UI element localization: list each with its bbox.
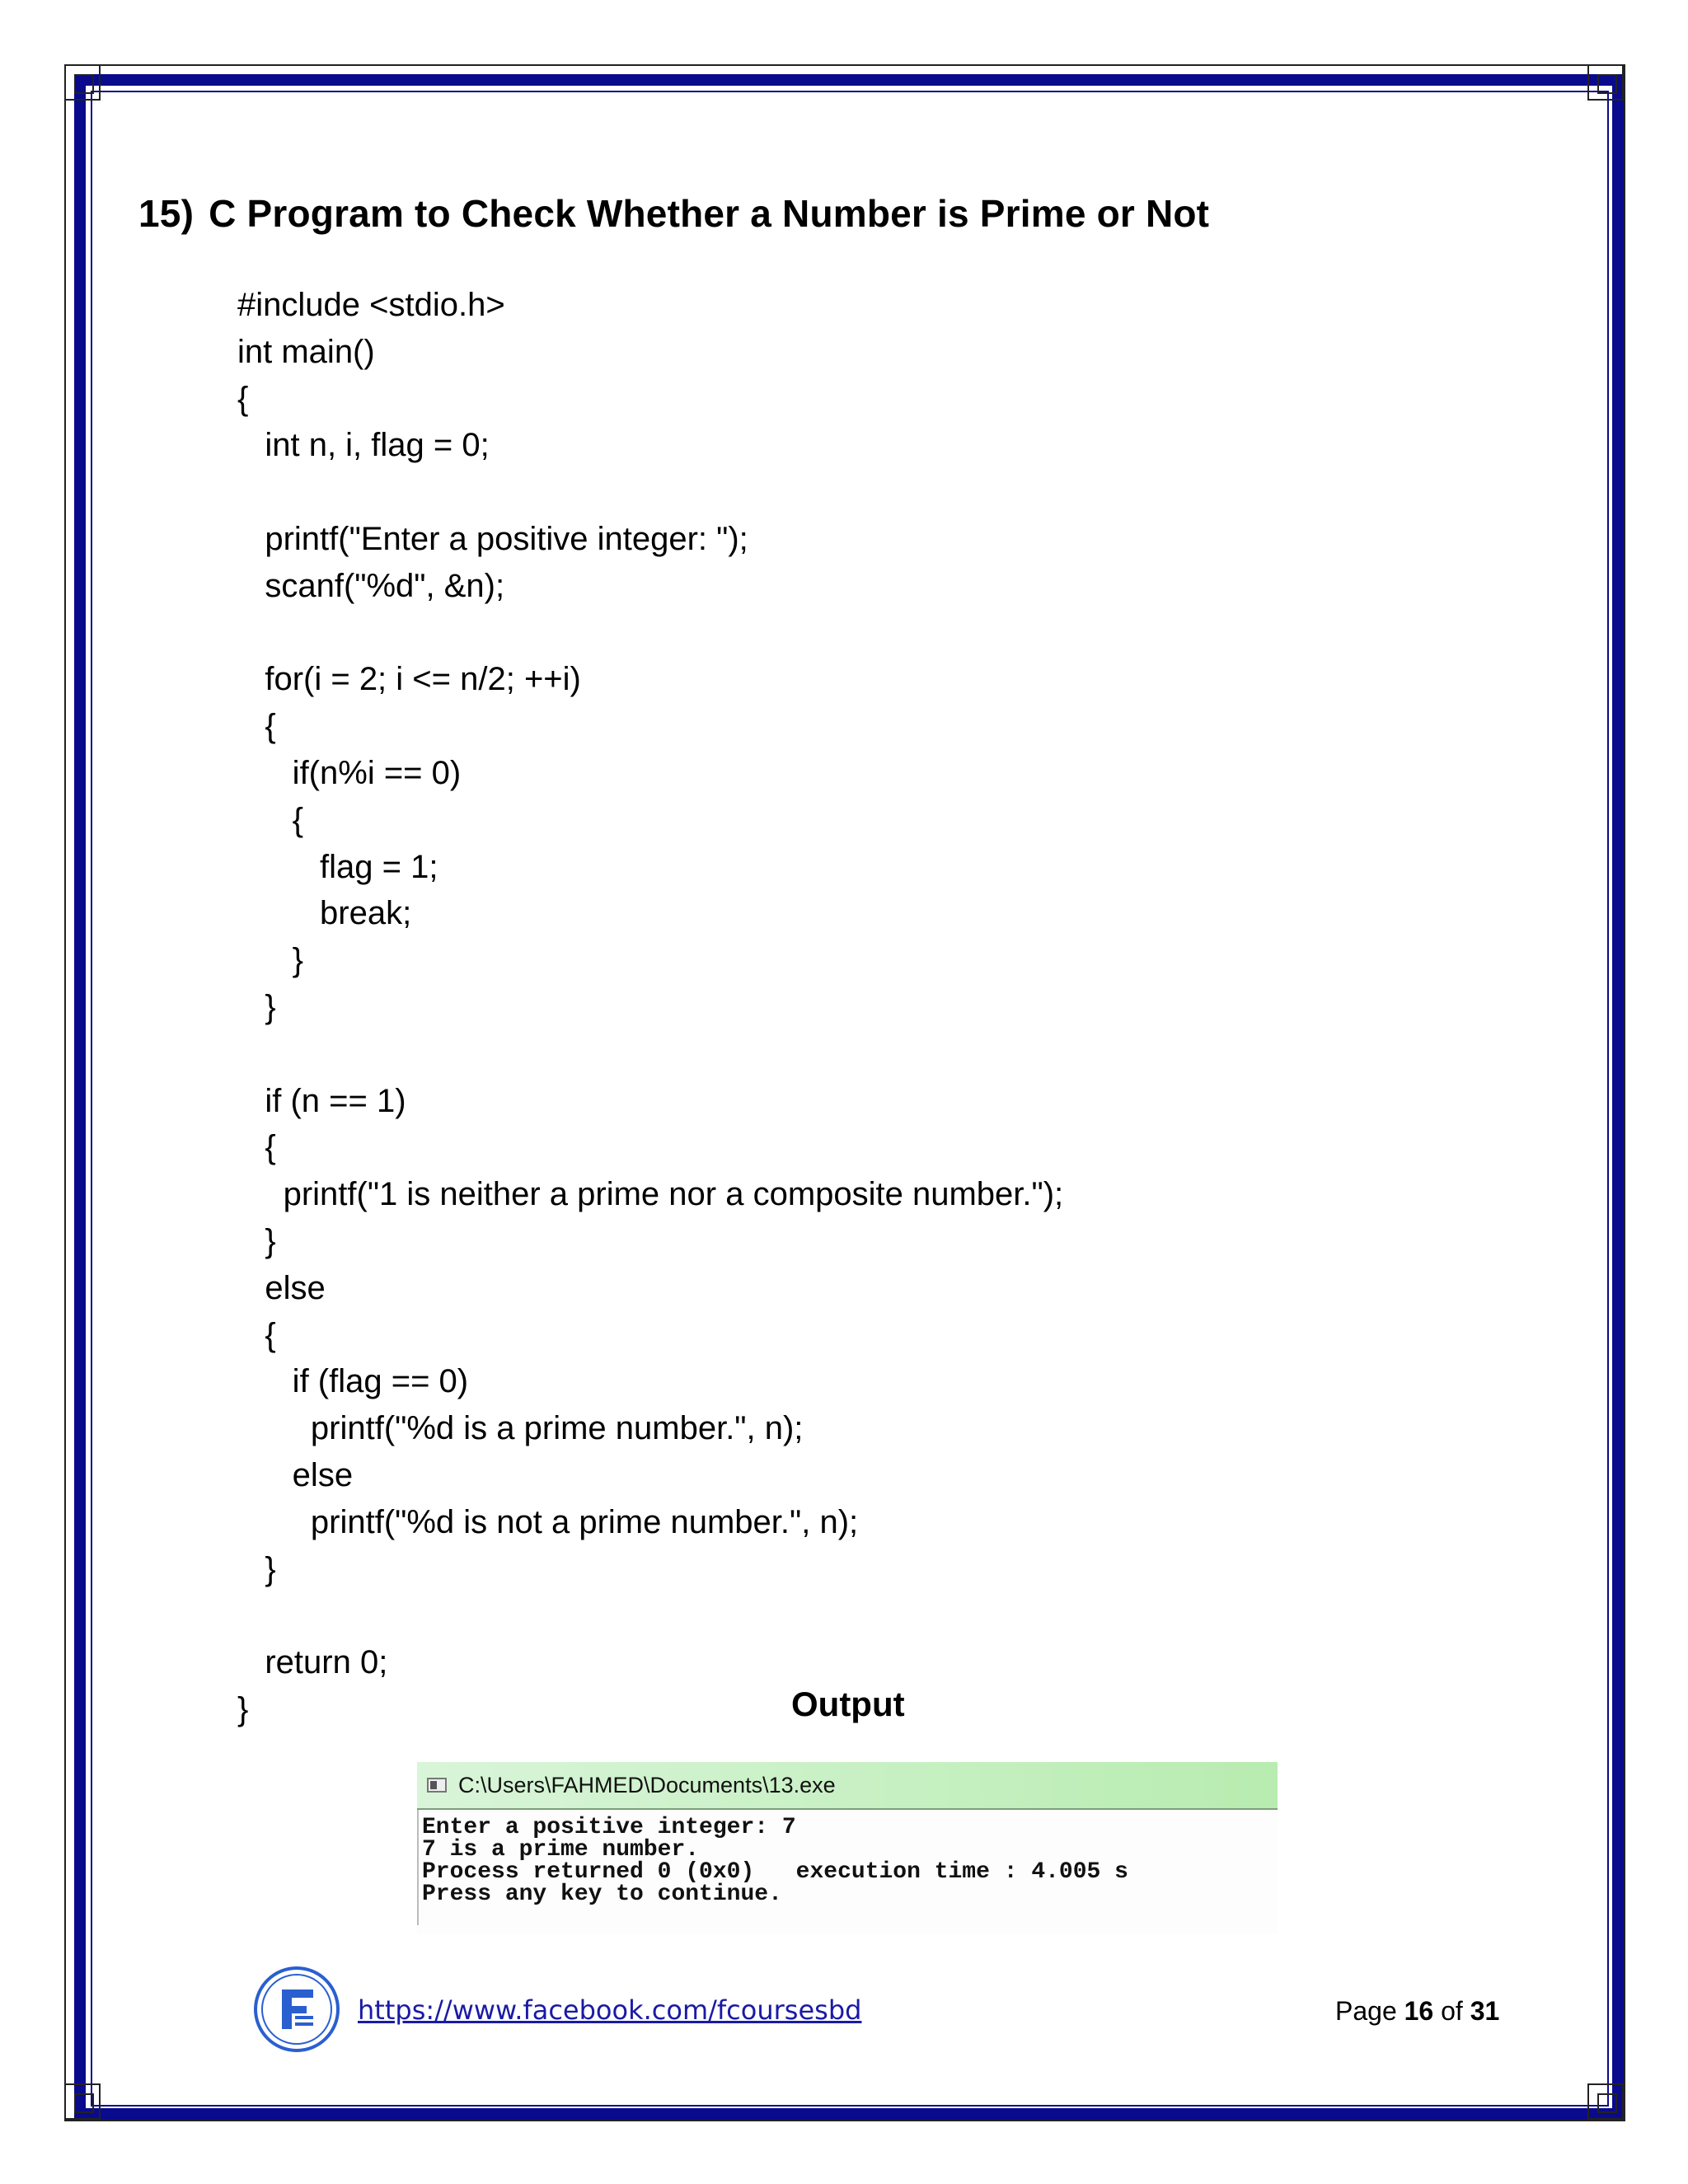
section-number: 15) xyxy=(138,192,195,235)
page-label: Page xyxy=(1335,1996,1397,2026)
frame-corner-ornament xyxy=(1587,64,1624,101)
code-line: { xyxy=(237,708,276,745)
code-line: } xyxy=(237,1690,249,1727)
frame-corner-ornament xyxy=(1587,2083,1624,2120)
code-line: { xyxy=(237,1316,276,1353)
code-line: if (flag == 0) xyxy=(237,1363,469,1400)
console-output xyxy=(417,1810,1278,1925)
code-line: break; xyxy=(237,895,412,932)
page-number xyxy=(1335,1996,1499,2027)
code-line: if (n == 1) xyxy=(237,1082,406,1119)
code-line: if(n%i == 0) xyxy=(237,754,462,791)
console-line: 7 is a prime number. xyxy=(422,1837,700,1863)
code-line: return 0; xyxy=(237,1644,388,1681)
console-line: Press any key to continue. xyxy=(422,1882,782,1907)
code-line: } xyxy=(237,988,276,1025)
fcourses-logo-icon xyxy=(252,1965,341,2054)
frame-corner-ornament xyxy=(64,64,101,101)
code-line xyxy=(237,1031,1063,1078)
code-line: printf("%d is a prime number.", n); xyxy=(237,1410,804,1447)
code-line: int main() xyxy=(237,333,375,370)
console-line: Enter a positive integer: 7 xyxy=(422,1815,796,1840)
frame-corner-ornament xyxy=(64,2083,101,2120)
page-of: of xyxy=(1441,1996,1463,2026)
code-line: { xyxy=(237,1129,276,1166)
section-title xyxy=(138,191,1209,236)
code-line: printf("%d is not a prime number.", n); xyxy=(237,1503,859,1540)
code-line xyxy=(237,610,1063,657)
facebook-link[interactable]: https://www.facebook.com/fcoursesbd xyxy=(358,1994,862,2026)
page-total: 31 xyxy=(1470,1996,1500,2026)
code-listing xyxy=(237,282,1063,1733)
output-heading: Output xyxy=(791,1685,905,1723)
code-line: #include <stdio.h> xyxy=(237,287,505,323)
code-line: } xyxy=(237,1222,276,1259)
code-line: } xyxy=(237,1550,276,1587)
code-line: for(i = 2; i <= n/2; ++i) xyxy=(237,661,581,698)
console-window xyxy=(417,1762,1278,1933)
code-line: else xyxy=(237,1456,354,1493)
code-line xyxy=(237,469,1063,516)
console-titlebar xyxy=(417,1762,1278,1810)
code-line: } xyxy=(237,942,304,979)
code-line: { xyxy=(237,801,304,838)
code-line: { xyxy=(237,380,249,417)
code-line: printf("1 is neither a prime nor a composite number."); xyxy=(237,1176,1064,1213)
page-current: 16 xyxy=(1404,1996,1434,2026)
code-line: flag = 1; xyxy=(237,848,438,885)
console-app-icon xyxy=(427,1778,447,1793)
code-line: else xyxy=(237,1269,326,1306)
console-line: Process returned 0 (0x0) execution time : 4.005 s xyxy=(422,1859,1128,1885)
code-line xyxy=(237,1592,1063,1639)
code-line: scanf("%d", &n); xyxy=(237,567,505,604)
console-title: C:\Users\FAHMED\Documents\13.exe xyxy=(458,1772,836,1797)
code-line: printf("Enter a positive integer: "); xyxy=(237,520,748,557)
code-line: int n, i, flag = 0; xyxy=(237,427,490,464)
section-title-text: C Program to Check Whether a Number is Prime or Not xyxy=(209,192,1210,235)
